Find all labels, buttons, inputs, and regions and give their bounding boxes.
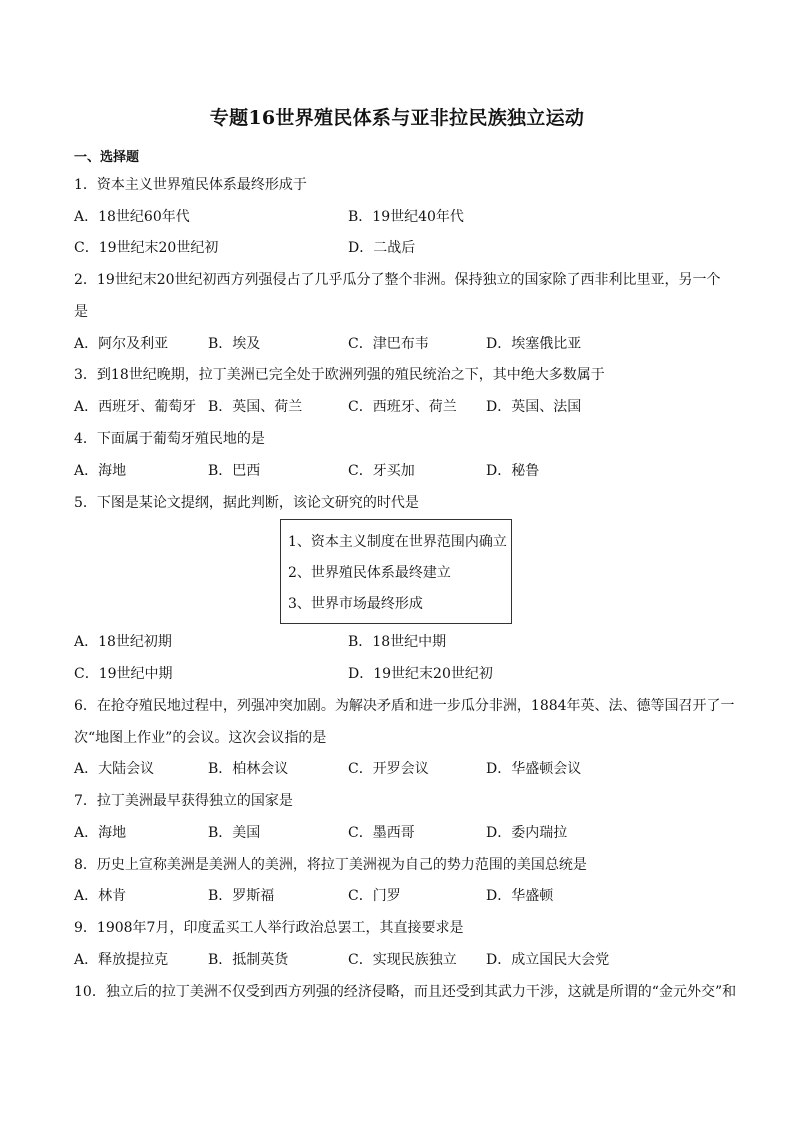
question-2-text-cont: 是 <box>74 304 88 320</box>
q3-option-d: D．英国、法国 <box>486 399 582 415</box>
q7-option-a: A．海地 <box>74 825 127 841</box>
q3-option-a: A．西班牙、葡萄牙 <box>74 399 197 415</box>
q1-option-c: C．19世纪末20世纪初 <box>74 240 219 256</box>
question-5-text: 5．下图是某论文提纲，据此判断，该论文研究的时代是 <box>74 495 419 511</box>
q1-option-d: D．二战后 <box>348 240 416 256</box>
q2-option-d: D．埃塞俄比亚 <box>486 336 582 352</box>
q5-option-c: C．19世纪中期 <box>74 666 173 682</box>
outline-item-1: 1、资本主义制度在世界范围内确立 <box>288 534 507 550</box>
q5-option-a: A．18世纪初期 <box>74 634 172 650</box>
question-6-text: 6．在抢夺殖民地过程中，列强冲突加剧。为解决矛盾和进一步瓜分非洲，1884年英、法、德等国召开了一 <box>74 698 735 714</box>
q3-option-b: B．英国、荷兰 <box>208 399 303 415</box>
question-1-text: 1．资本主义世界殖民体系最终形成于 <box>74 177 307 193</box>
q4-option-d: D．秘鲁 <box>486 463 540 479</box>
q9-option-a: A．释放提拉克 <box>74 952 169 968</box>
q1-option-a: A．18世纪60年代 <box>74 209 190 225</box>
q2-option-b: B．埃及 <box>208 336 261 352</box>
q6-option-a: A．大陆会议 <box>74 761 155 777</box>
q1-option-b: B．19世纪40年代 <box>348 209 464 225</box>
q3-option-c: C．西班牙、荷兰 <box>348 399 457 415</box>
q2-option-a: A．阿尔及利亚 <box>74 336 169 352</box>
q7-option-b: B．美国 <box>208 825 261 841</box>
q7-option-c: C．墨西哥 <box>348 825 415 841</box>
section-heading: 一、选择题 <box>74 150 140 165</box>
q8-option-a: A．林肯 <box>74 888 127 904</box>
outline-item-2: 2、世界殖民体系最终建立 <box>288 565 451 581</box>
document-title: 专题16世界殖民体系与亚非拉民族独立运动 <box>209 107 585 129</box>
question-10-text: 10．独立后的拉丁美洲不仅受到西方列强的经济侵略，而且还受到其武力干涉，这就是所谓的“金元外交”和 <box>74 984 737 1000</box>
q9-option-b: B．抵制英货 <box>208 952 289 968</box>
question-9-text: 9．1908年7月，印度孟买工人举行政治总罢工，其直接要求是 <box>74 920 464 936</box>
q7-option-d: D．委内瑞拉 <box>486 825 568 841</box>
q6-option-b: B．柏林会议 <box>208 761 289 777</box>
q6-option-d: D．华盛顿会议 <box>486 761 582 777</box>
thesis-outline-box <box>280 519 512 624</box>
question-2-text: 2．19世纪末20世纪初西方列强侵占了几乎瓜分了整个非洲。保持独立的国家除了西非利比里亚，另一个 <box>74 272 721 288</box>
question-6-text-cont: 次“地图上作业”的会议。这次会议指的是 <box>74 730 327 746</box>
question-7-text: 7．拉丁美洲最早获得独立的国家是 <box>74 793 293 809</box>
question-3-text: 3．到18世纪晚期，拉丁美洲已完全处于欧洲列强的殖民统治之下，其中绝大多数属于 <box>74 367 605 383</box>
q8-option-b: B．罗斯福 <box>208 888 275 904</box>
q4-option-c: C．牙买加 <box>348 463 415 479</box>
q4-option-a: A．海地 <box>74 463 127 479</box>
question-4-text: 4．下面属于葡萄牙殖民地的是 <box>74 431 265 447</box>
outline-item-3: 3、世界市场最终形成 <box>288 596 423 612</box>
q8-option-c: C．门罗 <box>348 888 401 904</box>
q8-option-d: D．华盛顿 <box>486 888 554 904</box>
q9-option-c: C．实现民族独立 <box>348 952 457 968</box>
q4-option-b: B．巴西 <box>208 463 261 479</box>
q2-option-c: C．津巴布韦 <box>348 336 429 352</box>
q5-option-b: B．18世纪中期 <box>348 634 447 650</box>
q5-option-d: D．19世纪末20世纪初 <box>348 666 493 682</box>
question-8-text: 8．历史上宣称美洲是美洲人的美洲，将拉丁美洲视为自己的势力范围的美国总统是 <box>74 857 587 873</box>
q9-option-d: D．成立国民大会党 <box>486 952 610 968</box>
q6-option-c: C．开罗会议 <box>348 761 429 777</box>
